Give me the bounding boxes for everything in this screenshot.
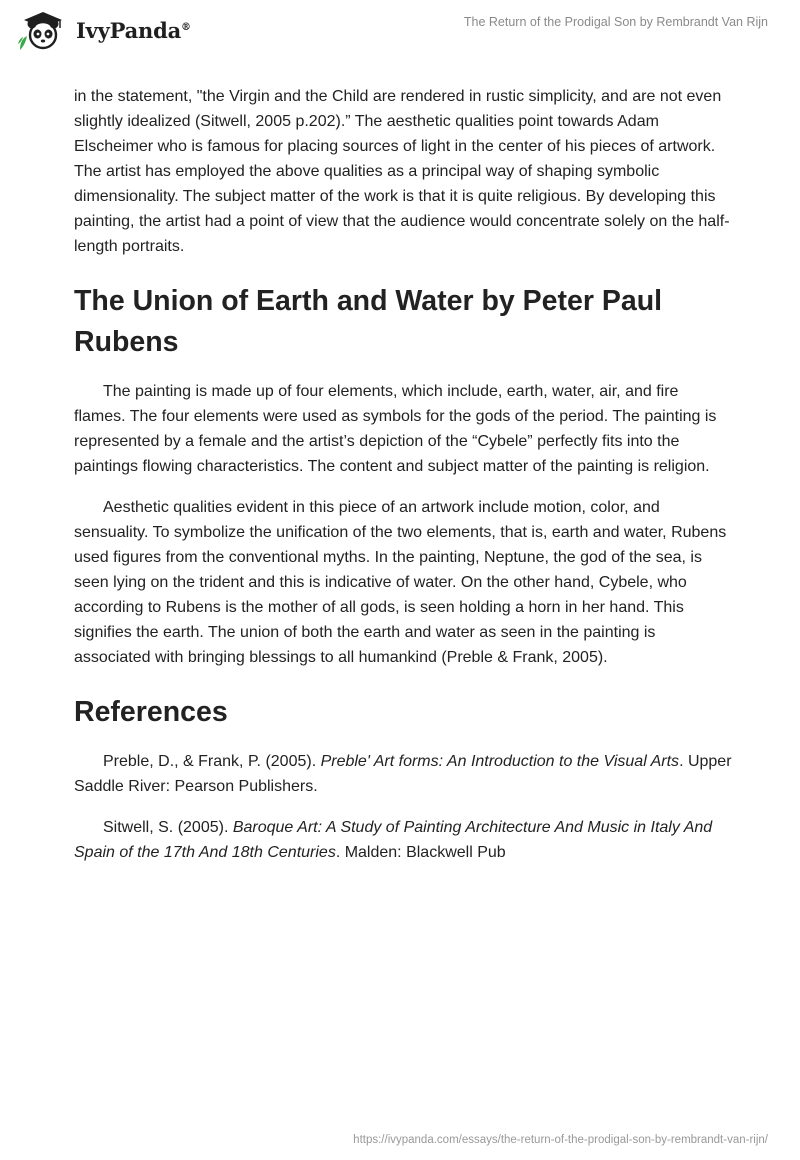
references-list xyxy=(74,749,734,865)
ivypanda-logo[interactable] xyxy=(14,8,191,52)
intro-paragraph: in the statement, "the Virgin and the Child are rendered in rustic simplicity, and are not even slightly idealized (Sitwell, 2005 p.202).” The aesthetic qualities point towards Adam Elscheimer who is famous for placing sources of light in the center of his pieces of artwork. The artist has employed the above qualities as a principal way of shaping symbolic dimensionality. The subject matter of the work is that it is quite religious. By developing this painting, the artist had a point of view that the audience would concentrate solely on the half-length portraits. xyxy=(74,88,730,255)
document-title: The Return of the Prodigal Son by Rembrandt Van Rijn xyxy=(463,15,768,29)
reference-item: Preble, D., & Frank, P. (2005). Preble' Art forms: An Introduction to the Visual Arts. Upper Saddle River: Pearson Publishers. xyxy=(74,753,732,795)
section-heading: The Union of Earth and Water by Peter Paul Rubens xyxy=(74,285,663,358)
section-paragraph-2: Aesthetic qualities evident in this piece of an artwork include motion, color, and sensuality. To symbolize the unification of the two elements, that is, earth and water, Rubens used figures from the conventional myths. In the painting, Neptune, the god of the sea, is seen lying on the trident and this is indicative of water. On the other hand, Cybele, who according to Rubens is the mother of all gods, is seen holding a horn in her hand. This signifies the earth. The union of both the earth and water as seen in the painting is associated with bringing blessings to all humankind (Preble & Frank, 2005). xyxy=(74,499,727,666)
page-header xyxy=(0,0,800,64)
article-body xyxy=(74,84,734,881)
footer-url-link[interactable]: https://ivypanda.com/essays/the-return-of-the-prodigal-son-by-rembrandt-van-rijn/ xyxy=(353,1134,768,1146)
reference-item: Sitwell, S. (2005). Baroque Art: A Study of Painting Architecture And Music in Italy And Spain of the 17th And 18th Centuries. Malden: Blackwell Pub xyxy=(74,819,713,861)
section-paragraph-1: The painting is made up of four elements, which include, earth, water, air, and fire flames. The four elements were used as symbols for the gods of the period. The painting is represented by a female and the artist’s depiction of the “Cybele” perfectly fits into the paintings flowing characteristics. The content and subject matter of the painting is religion. xyxy=(74,383,717,475)
brand-name: IvyPanda® xyxy=(76,17,191,43)
panda-graduate-icon xyxy=(14,8,72,52)
references-heading: References xyxy=(74,696,228,728)
